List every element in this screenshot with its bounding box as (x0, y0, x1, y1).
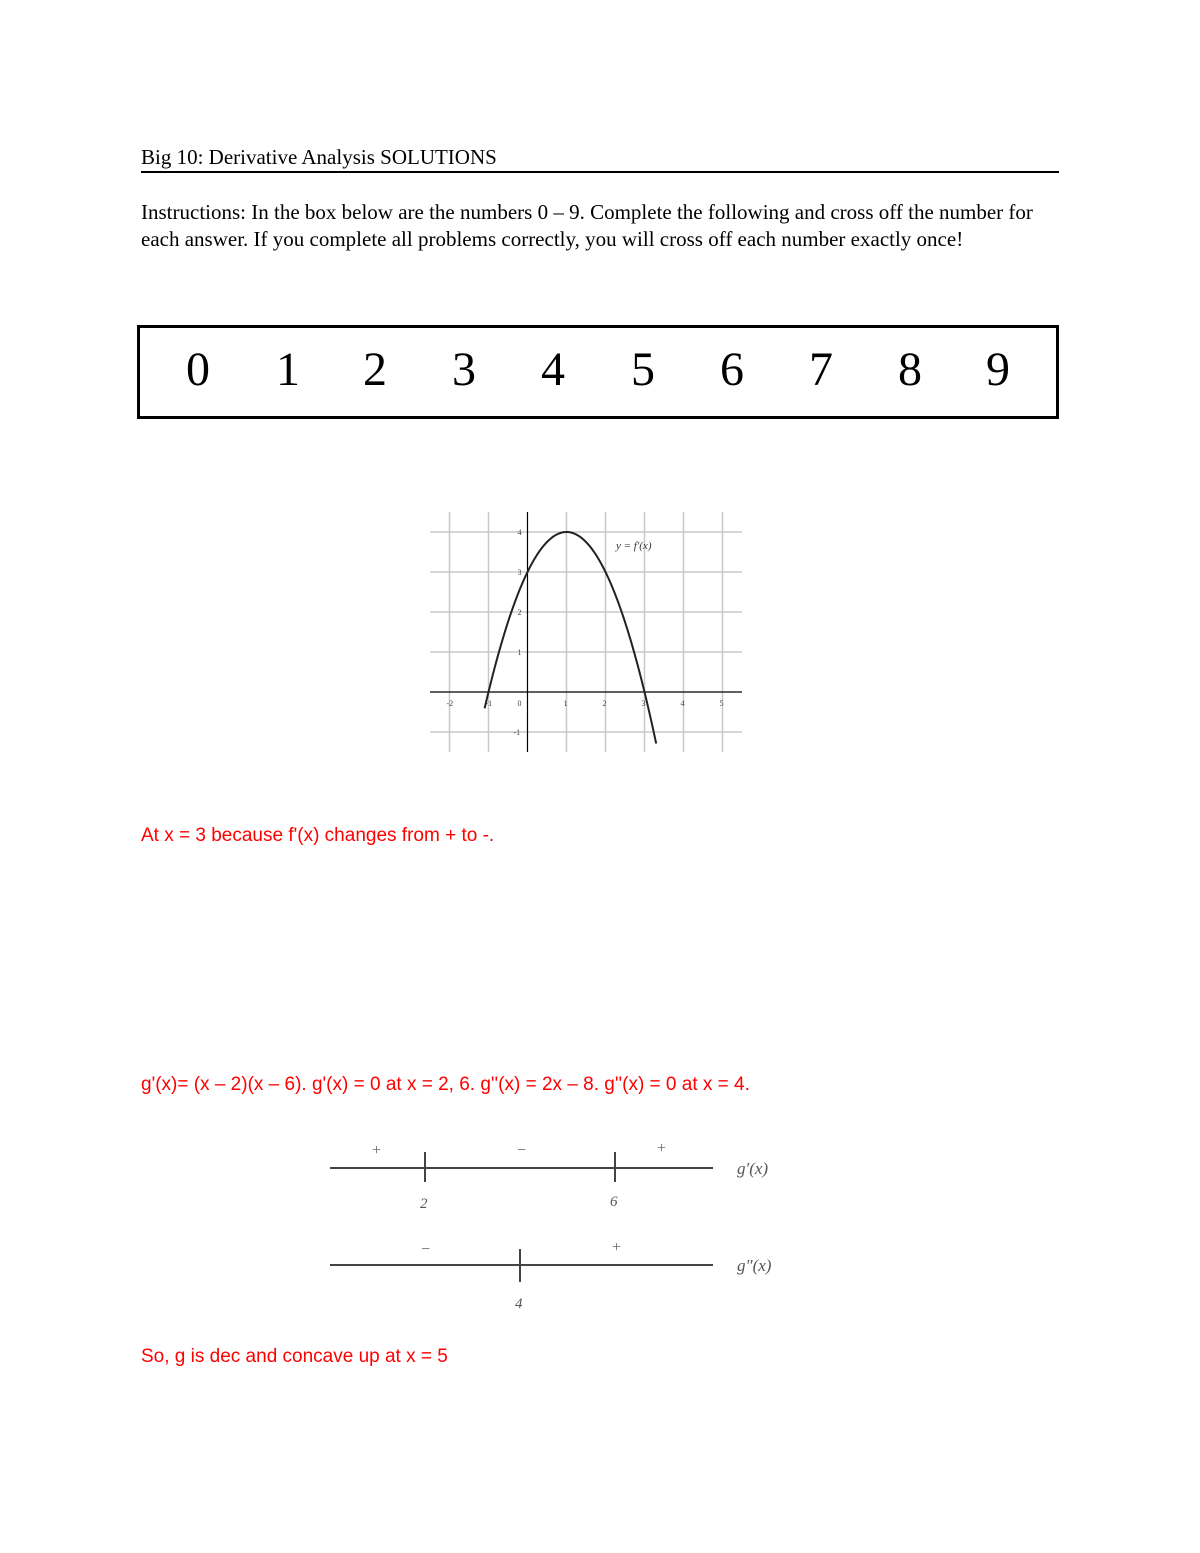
y-tick-label: 2 (517, 608, 522, 617)
number-0: 0 (186, 343, 210, 396)
number-2: 2 (363, 343, 387, 396)
number-9: 9 (986, 343, 1010, 396)
sign-label: + (657, 1140, 667, 1157)
number-box (137, 325, 1059, 419)
number-4: 4 (541, 343, 565, 396)
x-tick-label: 2 (602, 699, 607, 708)
number-5: 5 (631, 343, 655, 396)
y-tick-label: 1 (517, 648, 522, 657)
number-1: 1 (276, 343, 300, 396)
answer-2: g'(x)= (x – 2)(x – 6). g'(x) = 0 at x = 2, 6. g''(x) = 2x – 8. g''(x) = 0 at x = 4. (141, 1074, 750, 1095)
sign-label: − (517, 1142, 527, 1159)
x-tick-label: 0 (517, 699, 522, 708)
curve-label: y = f′(x) (616, 540, 652, 552)
point-label: 2 (420, 1196, 428, 1212)
y-tick-label: 3 (517, 568, 522, 577)
point-label: 6 (610, 1194, 618, 1210)
derivative-curve (485, 532, 657, 744)
sign-chart-g-double-prime (325, 1232, 795, 1312)
sign-chart-g-prime (325, 1135, 795, 1215)
x-tick-label: 5 (719, 699, 724, 708)
answer-1: At x = 3 because f'(x) changes from + to -. (141, 825, 495, 846)
x-tick-label: -1 (485, 699, 493, 708)
sign-label: − (421, 1241, 431, 1258)
answer-3: So, g is dec and concave up at x = 5 (141, 1346, 448, 1367)
y-tick-label: -1 (513, 728, 521, 737)
x-tick-label: -2 (446, 699, 454, 708)
x-tick-label: 1 (563, 699, 568, 708)
number-6: 6 (720, 343, 744, 396)
derivative-graph (430, 512, 742, 752)
number-8: 8 (898, 343, 922, 396)
number-7: 7 (809, 343, 833, 396)
page-title: Big 10: Derivative Analysis SOLUTIONS (141, 143, 1059, 173)
sign-label: + (612, 1239, 622, 1256)
x-tick-label: 4 (680, 699, 685, 708)
function-label: g″(x) (737, 1256, 772, 1275)
y-tick-label: 4 (517, 528, 522, 537)
graph-grid (430, 512, 742, 752)
point-label: 4 (515, 1296, 523, 1312)
function-label: g′(x) (737, 1159, 769, 1178)
x-tick-label: 3 (641, 699, 646, 708)
number-3: 3 (452, 343, 476, 396)
sign-label: + (372, 1142, 382, 1159)
instructions-text: Instructions: In the box below are the numbers 0 – 9. Complete the following and cross off the number for each answer. If you complete all problems correctly, you will cross off each number exactly once! (141, 200, 1033, 251)
